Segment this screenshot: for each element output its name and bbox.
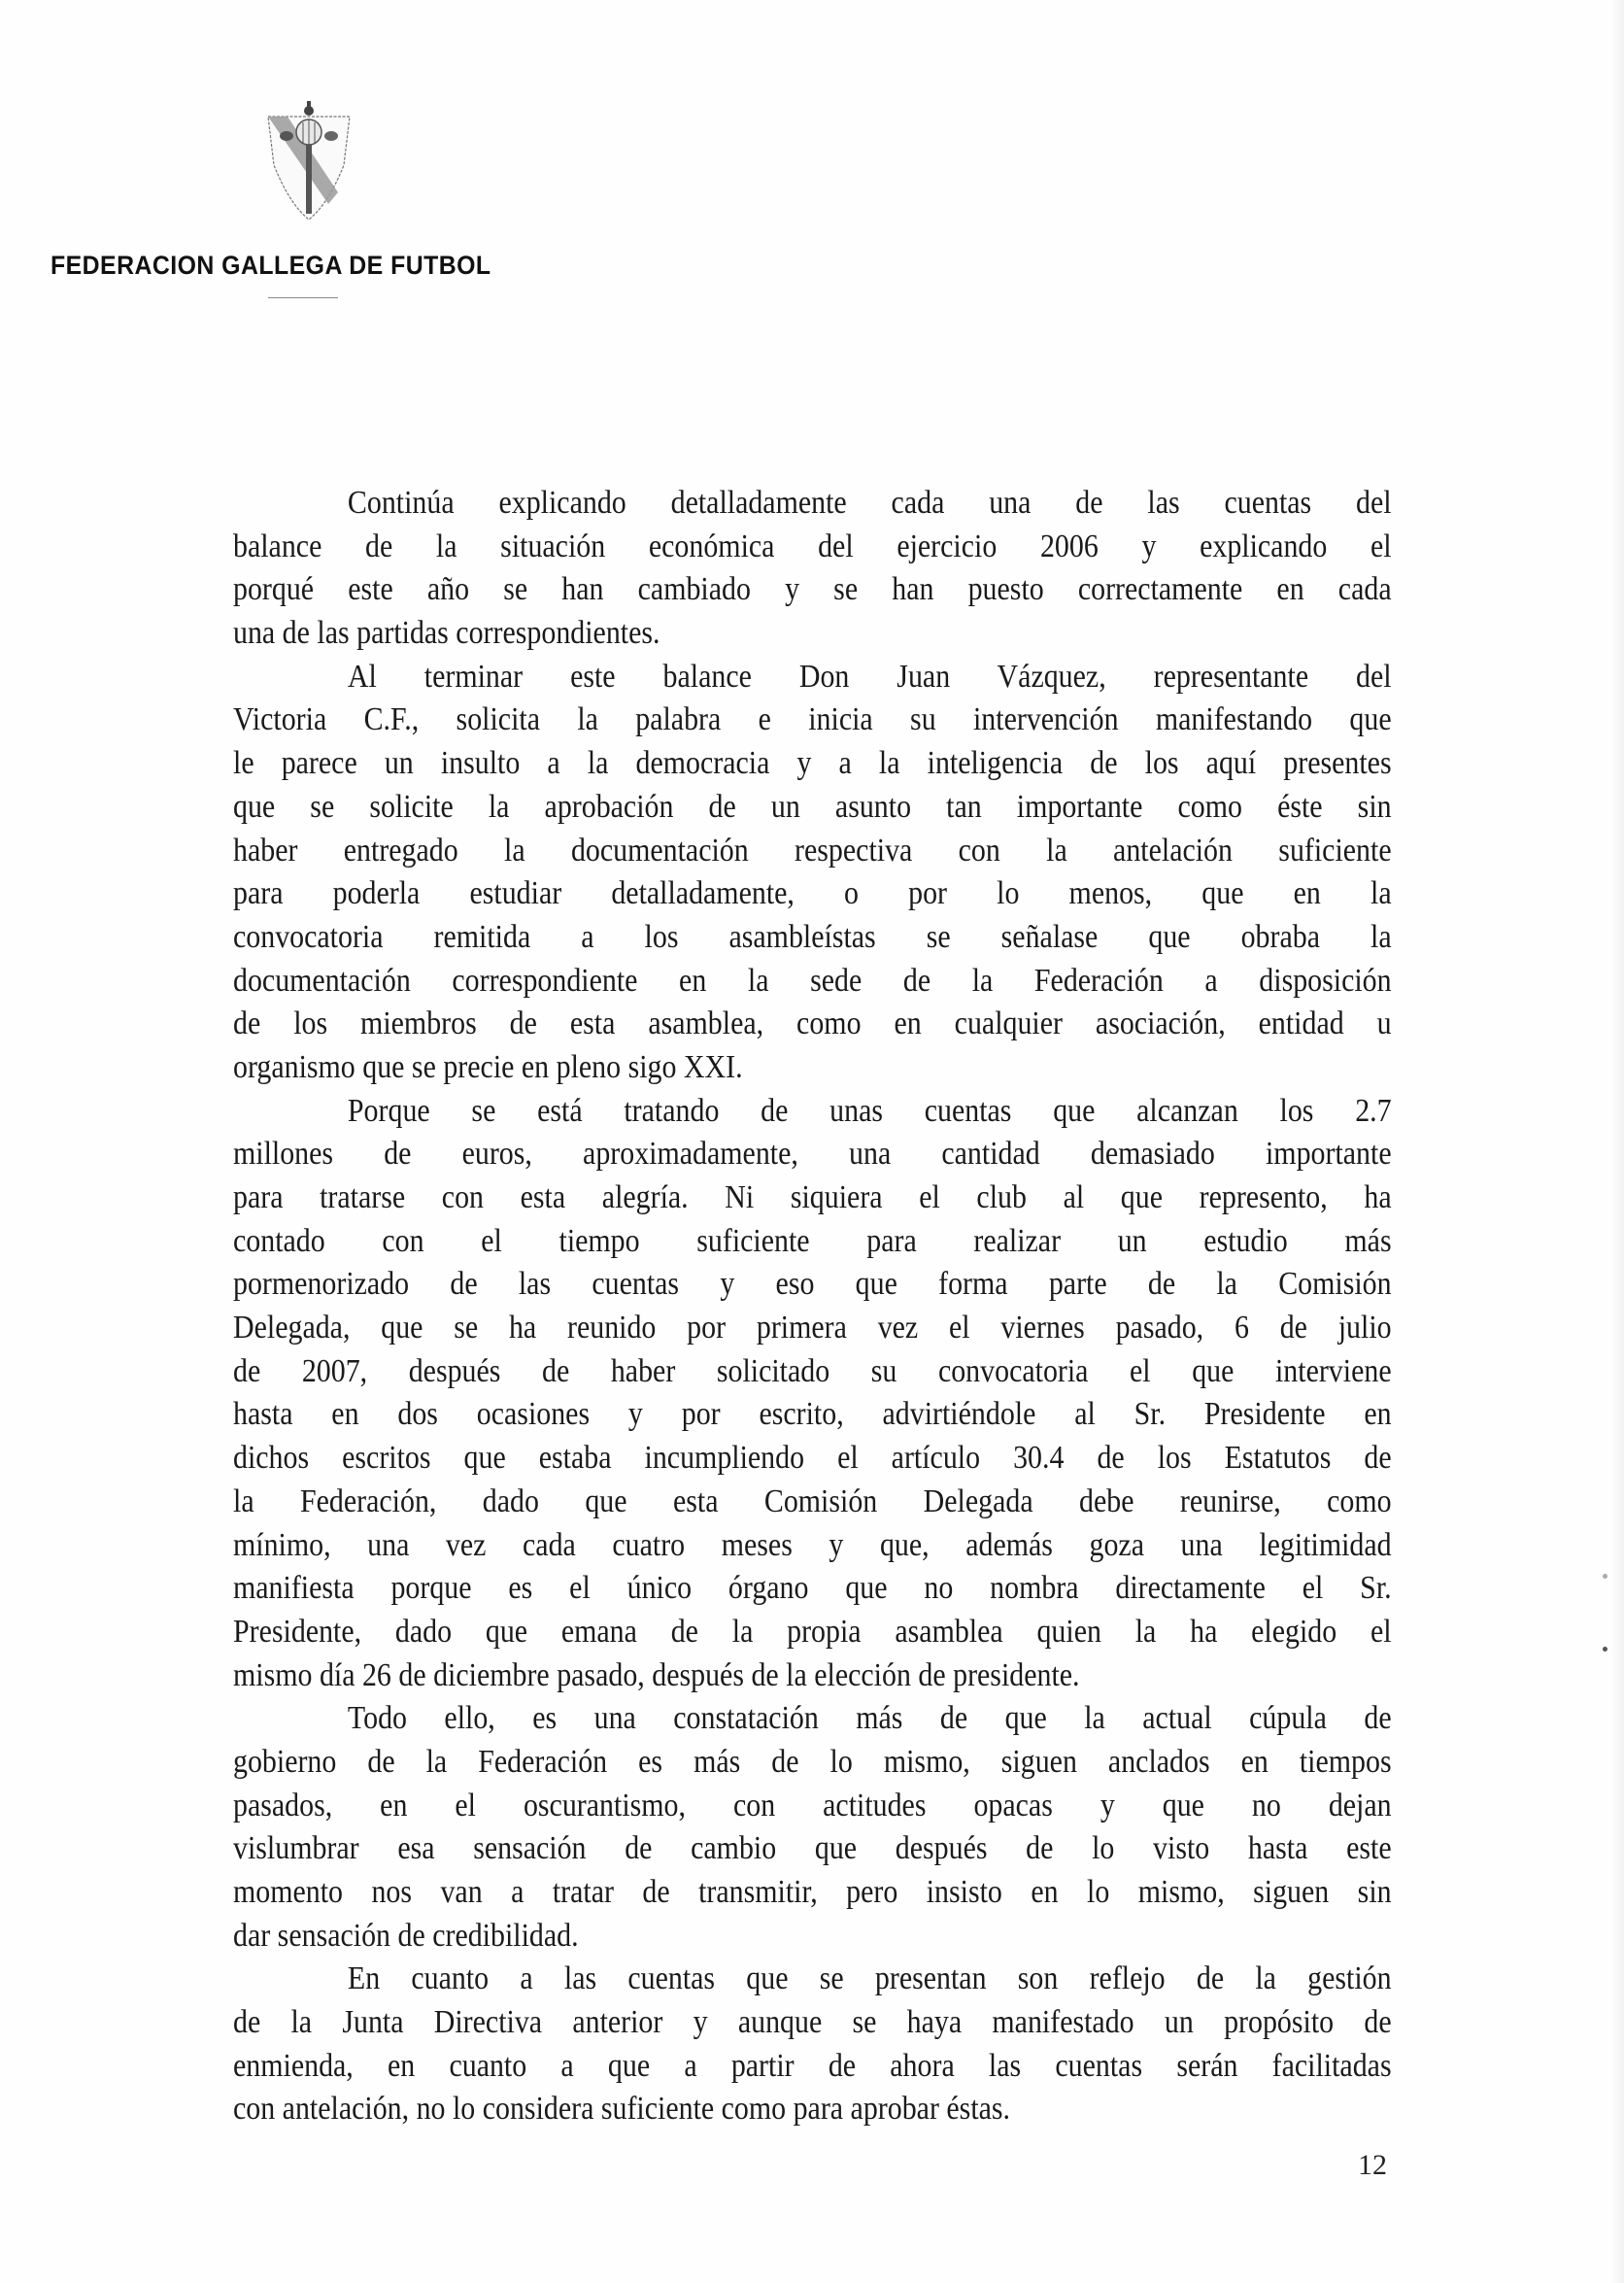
text-line: contado con el tiempo suficiente para realizar un estudio más — [233, 1222, 1392, 1259]
paragraph-4 — [233, 1697, 1392, 1958]
text-line: momento nos van a tratar de transmitir, pero insisto en lo mismo, siguen sin — [233, 1874, 1392, 1910]
text-line: manifiesta porque es el único órgano que no nombra directamente el Sr. — [233, 1570, 1392, 1607]
text-line: hasta en dos ocasiones y por escrito, advirtiéndole al Sr. Presidente en — [233, 1396, 1392, 1433]
text-line: porqué este año se han cambiado y se han puesto correctamente en cada — [233, 571, 1392, 608]
text-line: para poderla estudiar detalladamente, o por lo menos, que en la — [233, 875, 1392, 912]
text-line: enmienda, en cuanto a que a partir de ahora las cuentas serán facilitadas — [233, 2047, 1392, 2084]
text-line: para tratarse con esta alegría. Ni siquiera el club al que represento, ha — [233, 1179, 1392, 1215]
text-line: pasados, en el oscurantismo, con actitudes opacas y que no dejan — [233, 1787, 1392, 1823]
text-line: dichos escritos que estaba incumpliendo el artículo 30.4 de los Estatutos de — [233, 1440, 1392, 1477]
organization-name: FEDERACION GALLEGA DE FUTBOL — [51, 251, 491, 280]
paragraph-3 — [233, 1090, 1392, 1698]
text-line: vislumbrar esa sensación de cambio que después de lo visto hasta este — [233, 1830, 1392, 1867]
text-line: dar sensación de credibilidad. — [233, 1917, 579, 1954]
text-line: convocatoria remitida a los asambleístas se señalase que obraba la — [233, 918, 1392, 955]
text-line: Victoria C.F., solicita la palabra e inicia su intervención manifestando que — [233, 701, 1392, 738]
shield-crest-icon — [260, 87, 357, 223]
scan-artifact — [1603, 1647, 1607, 1652]
text-line: haber entregado la documentación respectiva con la antelación suficiente — [233, 832, 1392, 869]
text-line: pormenorizado de las cuentas y eso que forma parte de la Comisión — [233, 1266, 1392, 1303]
paragraph-5 — [233, 1958, 1392, 2131]
text-line: que se solicite la aprobación de un asunto tan importante como éste sin — [233, 788, 1392, 825]
text-line: En cuanto a las cuentas que se presentan son reflejo de la gestión — [347, 1960, 1392, 1997]
text-line: documentación correspondiente en la sede de la Federación a disposición — [233, 962, 1392, 999]
text-line: Porque se está tratando de unas cuentas que alcanzan los 2.7 — [347, 1092, 1392, 1129]
text-line: gobierno de la Federación es más de lo mismo, siguen anclados en tiempos — [233, 1743, 1392, 1780]
text-line: con antelación, no lo considera suficiente como para aprobar éstas. — [233, 2091, 1011, 2128]
text-line: Todo ello, es una constatación más de que la actual cúpula de — [347, 1700, 1392, 1737]
text-line: balance de la situación económica del ejercicio 2006 y explicando el — [233, 528, 1392, 564]
text-line: mínimo, una vez cada cuatro meses y que, además goza una legitimidad — [233, 1526, 1392, 1563]
text-line: Continúa explicando detalladamente cada una de las cuentas del — [347, 485, 1392, 521]
text-line: Al terminar este balance Don Juan Vázquez, representante del — [347, 658, 1392, 695]
text-line: organismo que se precie en pleno sigo XXI. — [233, 1048, 743, 1085]
text-line: una de las partidas correspondientes. — [233, 615, 660, 652]
text-line: mismo día 26 de diciembre pasado, después de la elección de presidente. — [233, 1656, 1080, 1693]
document-body — [233, 482, 1392, 2131]
paragraph-2 — [233, 656, 1392, 1090]
text-line: Delegada, que se ha reunido por primera vez el viernes pasado, 6 de julio — [233, 1310, 1392, 1346]
text-line: de la Junta Directiva anterior y aunque se haya manifestado un propósito de — [233, 2004, 1392, 2041]
header-divider — [268, 297, 338, 298]
text-line: de 2007, después de haber solicitado su convocatoria el que interviene — [233, 1352, 1392, 1389]
text-line: le parece un insulto a la democracia y a la inteligencia de los aquí presentes — [233, 745, 1392, 782]
text-line: Presidente, dado que emana de la propia asamblea quien la ha elegido el — [233, 1613, 1392, 1650]
page-edge-shadow — [1610, 0, 1624, 2283]
scan-artifact — [1603, 1574, 1607, 1579]
text-line: la Federación, dado que esta Comisión Delegada debe reunirse, como — [233, 1482, 1392, 1519]
paragraph-1 — [233, 482, 1392, 656]
text-line: millones de euros, aproximadamente, una cantidad demasiado importante — [233, 1136, 1392, 1173]
text-line: de los miembros de esta asamblea, como en cualquier asociación, entidad u — [233, 1005, 1392, 1042]
page-number: 12 — [1358, 2149, 1387, 2181]
